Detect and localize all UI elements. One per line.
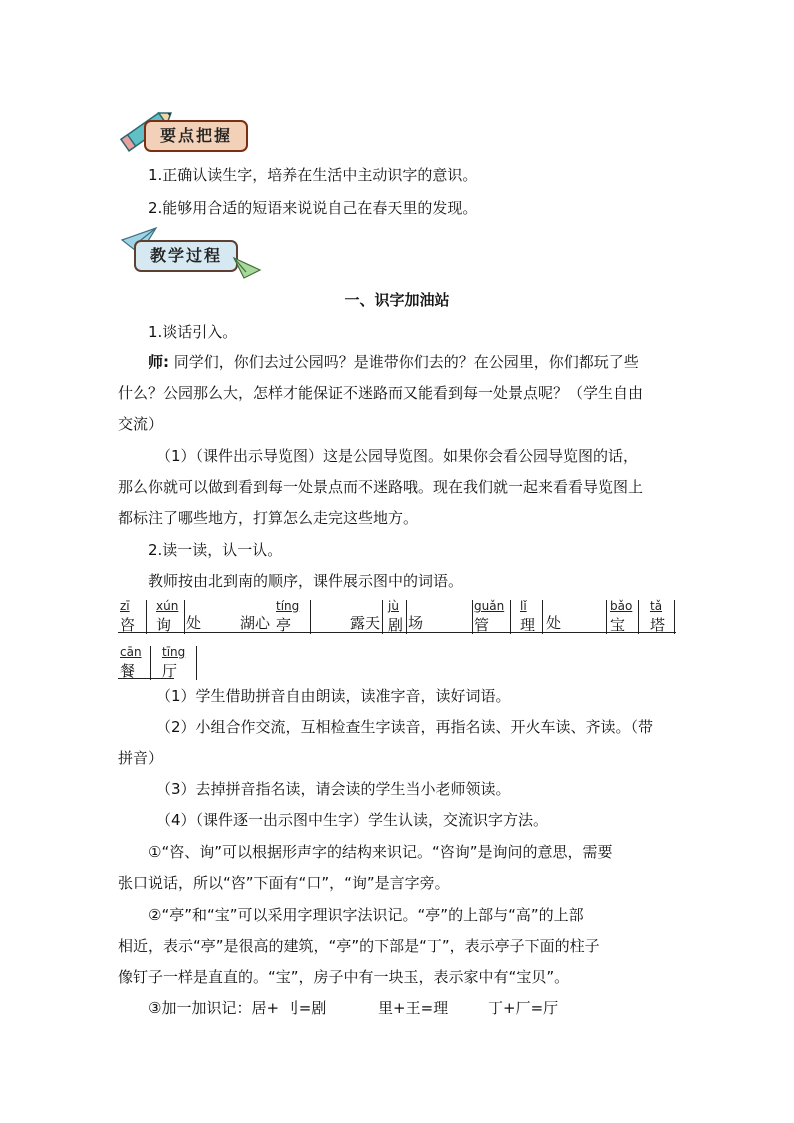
teacher-line-1 — [148, 352, 639, 372]
pinyin-li: lǐ — [520, 599, 527, 613]
word-cell-zi — [118, 599, 144, 634]
hanzi-xun: 询 — [156, 616, 172, 634]
pinyin-ting-2: tīng — [162, 645, 186, 659]
word-cell-ting-2 — [160, 645, 200, 680]
cell-divider — [150, 646, 151, 680]
step-1: （1）学生借助拼音自由朗读，读准字音，读好词语。 — [156, 687, 511, 705]
word-cell-bao — [608, 599, 638, 634]
section-title: 一、识字加油站 — [344, 291, 450, 309]
key-points-banner — [118, 104, 258, 154]
cell-divider — [196, 646, 197, 680]
teacher-text-1: 同学们，你们去过公园吗？是谁带你们去的？在公园里，你们都玩了些 — [173, 353, 639, 371]
teacher-label: 师: — [148, 353, 169, 371]
word-cell-guan — [472, 599, 512, 634]
cell-divider — [146, 600, 147, 634]
teacher-line-2: 什么？公园那么大，怎样才能保证不迷路而又能看到每一处景点呢？（学生自由 — [118, 384, 644, 402]
character-note-1-line-2: 张口说话，所以“咨”下面有“口”，“询”是言字旁。 — [118, 874, 450, 892]
pinyin-zi: zī — [120, 599, 130, 613]
teacher-order-line: 教师按由北到南的顺序，课件展示图中的词语。 — [148, 572, 464, 590]
character-note-1-line-1: ①“咨、询”可以根据形声字的结构来识记。“咨询”是询问的意思，需要 — [148, 843, 613, 861]
step-4: （4）（课件逐一出示图中生字）学生认读，交流识字方法。 — [156, 811, 549, 829]
hanzi-ting: 亭 — [276, 616, 292, 634]
map-line-1: （1）（课件出示导览图）这是公园导览图。如果你会看公园导览图的话， — [156, 447, 639, 465]
map-line-3: 都标注了哪些地方，打算怎么走完这些地方。 — [118, 509, 419, 527]
hanzi-ta: 塔 — [650, 616, 666, 634]
map-line-2: 那么你就可以做到看到每一处景点而不迷路哦。现在我们就一起来看看导览图上 — [118, 478, 644, 496]
character-note-3: ③加一加识记：居+ 刂=剧 — [148, 999, 327, 1017]
cell-divider — [606, 600, 607, 634]
character-note-3-li: 里+王=理 — [378, 999, 449, 1017]
paper-plane-small-icon — [232, 254, 262, 280]
word-cell-li — [518, 599, 544, 634]
key-points-badge: 要点把握 — [144, 120, 248, 152]
key-point-2: 2.能够用合适的短语来说说自己在春天里的发现。 — [148, 199, 478, 217]
character-note-2-line-3: 像钉子一样是直直的。“宝”，房子中有一块玉，表示家中有“宝贝”。 — [118, 968, 570, 986]
character-note-3-ting: 丁+厂=厅 — [488, 999, 559, 1017]
step-3: （3）去掉拼音指名读，请会读的学生当小老师领读。 — [156, 780, 511, 798]
hanzi-chu: 处 — [186, 614, 202, 632]
cell-divider — [542, 600, 543, 634]
teacher-line-3: 交流） — [118, 415, 164, 433]
pinyin-guan: guǎn — [474, 599, 505, 613]
hanzi-zi: 咨 — [120, 616, 136, 634]
cell-divider — [382, 600, 383, 634]
hanzi-guan: 管 — [474, 616, 490, 634]
teaching-process-badge: 教学过程 — [134, 240, 238, 272]
word-cell-can — [118, 645, 148, 680]
word-cell-ting — [274, 599, 314, 634]
hanzi-ju: 剧 — [388, 616, 404, 634]
word-grid — [118, 600, 678, 680]
pinyin-can: cān — [120, 645, 142, 659]
pinyin-ju: jù — [388, 599, 399, 613]
pinyin-ta: tǎ — [650, 599, 663, 613]
character-note-2-line-1: ②“亭”和“宝”可以采用字理识字法识记。“亭”的上部与“高”的上部 — [148, 906, 584, 924]
para-intro: 1.谈话引入。 — [148, 323, 238, 341]
key-point-1: 1.正确认读生字，培养在生活中主动识字的意识。 — [148, 166, 478, 184]
hanzi-bao: 宝 — [610, 616, 626, 634]
pinyin-xun: xún — [156, 599, 179, 613]
hanzi-chu-2: 处 — [546, 614, 562, 632]
cell-divider — [406, 600, 407, 634]
step-2-line-1: （2）小组合作交流，互相检查生字读音，再指名读、开火车读、齐读。（带 — [156, 718, 654, 736]
step-2-line-2: 拼音） — [118, 749, 164, 767]
read-heading: 2.读一读，认一认。 — [148, 541, 283, 559]
cell-divider — [510, 600, 511, 634]
hanzi-lutian: 露天 — [350, 614, 381, 632]
cell-divider — [638, 600, 639, 634]
hanzi-li: 理 — [520, 616, 536, 634]
cell-divider — [310, 600, 311, 634]
pinyin-ting: tíng — [276, 599, 300, 613]
word-cell-ta — [648, 599, 676, 634]
hanzi-huxin: 湖心 — [240, 614, 271, 632]
hanzi-can: 餐 — [120, 662, 136, 680]
cell-divider — [184, 600, 185, 634]
cell-divider — [674, 600, 675, 634]
teaching-process-banner — [118, 226, 268, 282]
character-note-2-line-2: 相近，表示“亭”是很高的建筑，“亭”的下部是“丁”，表示亭子下面的柱子 — [118, 937, 600, 955]
hanzi-chang: 场 — [408, 614, 424, 632]
hanzi-ting-2: 厅 — [162, 662, 178, 680]
pinyin-bao: bǎo — [610, 599, 633, 613]
